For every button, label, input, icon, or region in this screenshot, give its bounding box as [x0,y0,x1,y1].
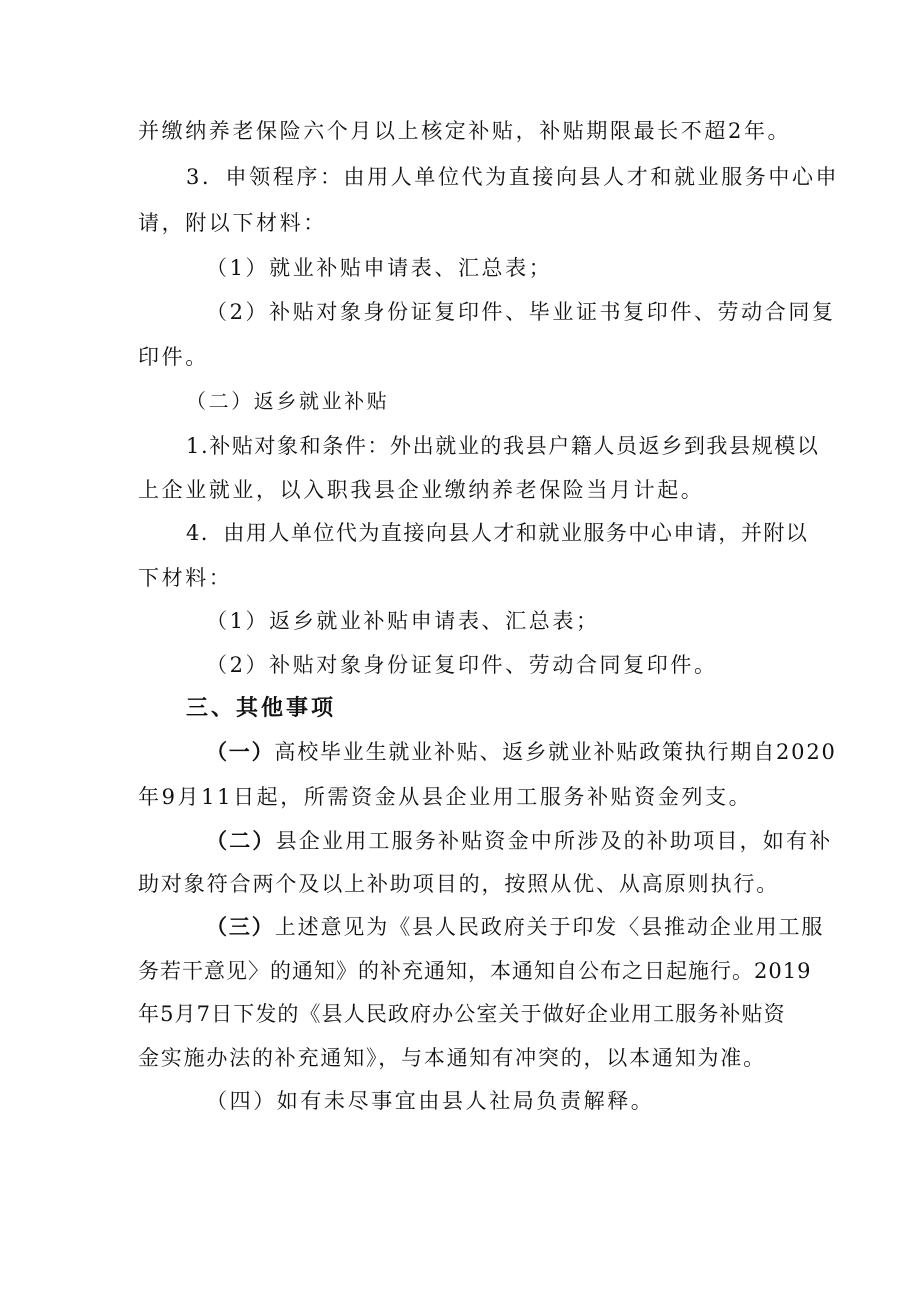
section-heading: 三、其他事项 [186,695,337,721]
paragraph-line: 1.补贴对象和条件：外出就业的我县户籍人员返乡到我县规模以 [186,434,820,458]
paragraph-line: 并缴纳养老保险六个月以上核定补贴，补贴期限最长不超2年。 [138,119,792,143]
item-text: 县企业用工服务补贴资金中所涉及的补助项目，如有 [275,829,810,853]
item-label: （一） [206,739,275,764]
paragraph-line: 印件。 [138,345,209,369]
paragraph-line: 助对象符合两个及以上补助项目的，按照从优、从高原则执行。 [138,872,780,896]
paragraph-line: 年9月11日起，所需资金从县企业用工服务补贴资金列支。 [138,785,753,809]
paragraph-line: 下材料： [138,566,233,590]
item-text: 上述意见为《县人民政府关于印发〈县推动企业用工服 [274,915,825,939]
paragraph-line [206,826,832,856]
list-item: （2）补贴对象身份证复印件、毕业证书复印件、劳动合同复 [206,300,836,324]
item-label: （三） [206,914,275,939]
paragraph-line: 请，附以下材料： [138,211,327,235]
paragraph-line: （四）如有未尽事宜由县人社局负责解释。 [206,1089,655,1113]
sub-heading: （二）返乡就业补贴 [186,389,390,413]
item-label: （二） [206,828,276,853]
item-text-end: 补 [809,829,833,853]
paragraph-line: 年5月7日下发的《县人民政府办公室关于做好企业用工服务补贴资 [138,1002,786,1026]
paragraph-line: 3．申领程序：由用人单位代为直接向县人才和就业服务中心申 [186,165,840,189]
paragraph-line [206,737,837,767]
item-text: 高校毕业生就业补贴、返乡就业补贴政策执行期自 [274,740,777,764]
paragraph-line [206,912,824,942]
list-item: （1）就业补贴申请表、汇总表； [206,256,553,280]
paragraph-line: 务若干意见〉的通知》的补充通知，本通知自公布之日起施行。2019 [138,959,812,983]
paragraph-line: 金实施办法的补充通知》，与本通知有冲突的，以本通知为准。 [138,1046,766,1070]
year-text: 2020 [776,740,837,764]
paragraph-line: 4．由用人单位代为直接向县人才和就业服务中心申请，并附以 [186,521,809,545]
list-item: （2）补贴对象身份证复印件、劳动合同复印件。 [206,653,718,677]
paragraph-line: 上企业就业，以入职我县企业缴纳养老保险当月计起。 [138,478,705,502]
list-item: （1）返乡就业补贴申请表、汇总表； [206,609,600,633]
